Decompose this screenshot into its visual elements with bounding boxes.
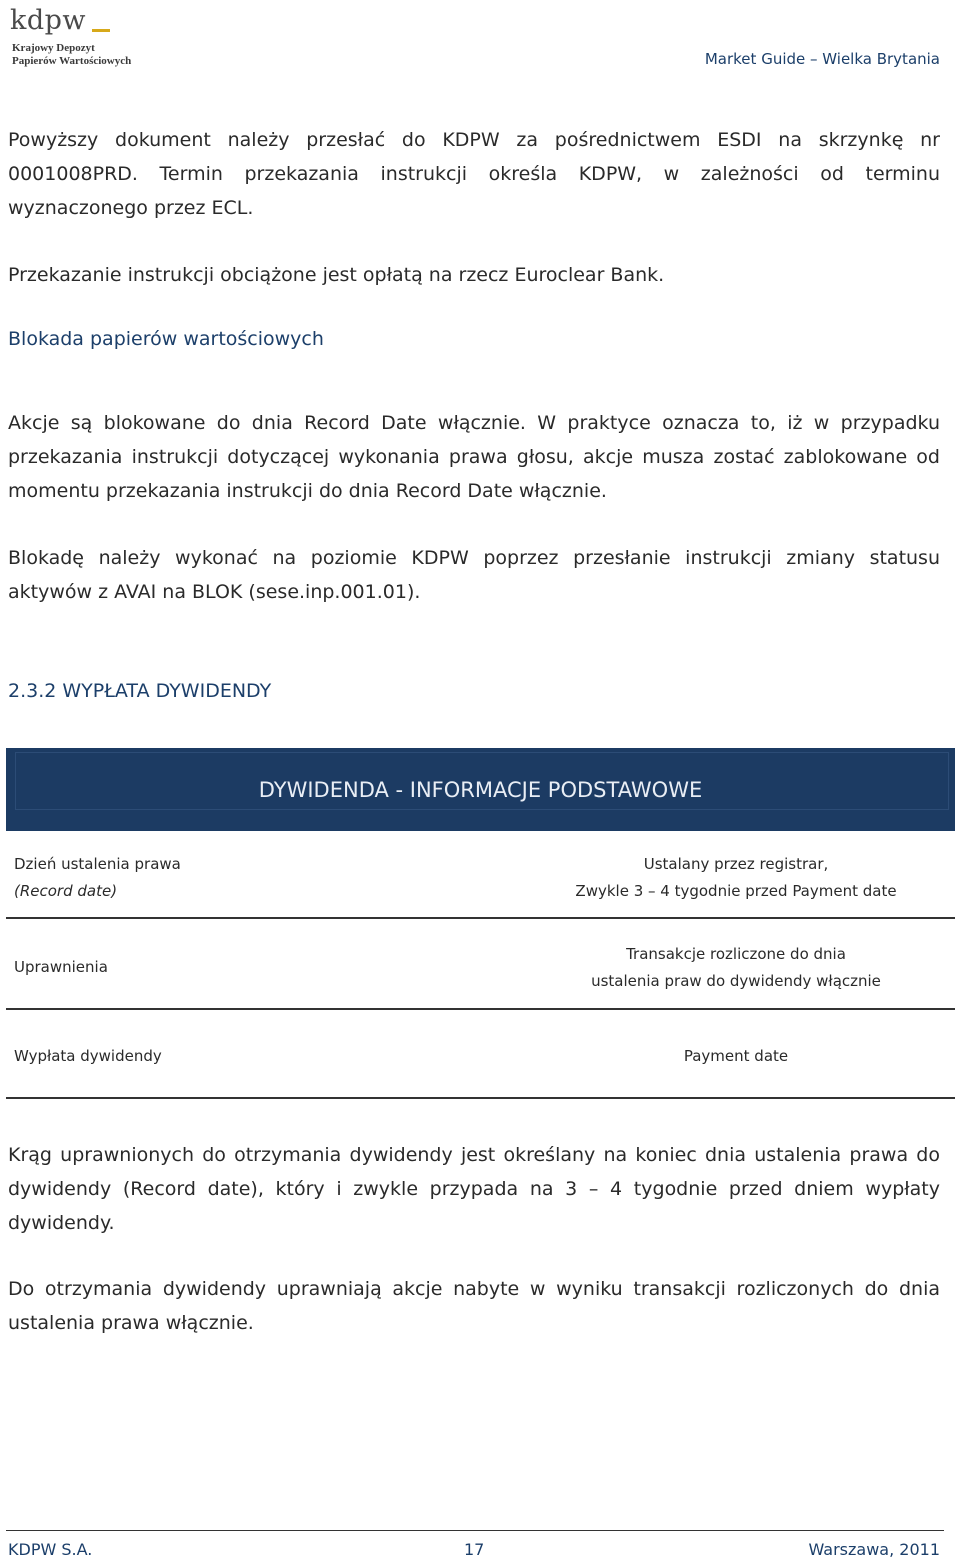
table-row-payment-label bbox=[14, 1043, 162, 1070]
cell-text: Uprawnienia bbox=[14, 958, 108, 976]
table-title: DYWIDENDA - INFORMACJE PODSTAWOWE bbox=[258, 778, 703, 802]
cell-text: Dzień ustalenia prawa bbox=[14, 855, 181, 873]
subheading-securities-blocking: Blokada papierów wartościowych bbox=[8, 328, 324, 350]
logo-subtitle-line1: Krajowy Depozyt bbox=[12, 42, 95, 54]
table-row-divider bbox=[6, 1008, 955, 1010]
table-header bbox=[6, 748, 955, 831]
paragraph-entitlement-circle: Krąg uprawnionych do otrzymania dywidendy jest określany na koniec dnia ustalenia prawa do dywidendy (Record date), który i zwykle przypada na 3 – 4 tygodnie przed dniem wypłaty dywidendy. bbox=[8, 1144, 940, 1234]
paragraph-entitled-shares: Do otrzymania dywidendy uprawniają akcje nabyte w wyniku transakcji rozliczonych do dnia ustalenia prawa włącznie. bbox=[8, 1278, 940, 1334]
kdpw-logo bbox=[10, 6, 150, 70]
table-row-record-date-value bbox=[520, 851, 952, 905]
cell-text: Transakcje rozliczone do dnia bbox=[626, 945, 846, 963]
cell-text: ustalenia praw do dywidendy włącznie bbox=[591, 972, 881, 990]
cell-text: Wypłata dywidendy bbox=[14, 1047, 162, 1065]
section-heading-dividend: 2.3.2 WYPŁATA DYWIDENDY bbox=[8, 680, 272, 702]
table-row-entitlement-value bbox=[520, 941, 952, 995]
cell-text: (Record date) bbox=[14, 882, 118, 900]
guide-title: Market Guide – Wielka Brytania bbox=[704, 50, 940, 68]
table-row-payment-value bbox=[520, 1043, 952, 1070]
table-row-entitlement-label bbox=[14, 954, 108, 981]
table-row-record-date-label bbox=[14, 851, 181, 905]
cell-text: Ustalany przez registrar, bbox=[643, 855, 829, 873]
table-row-divider bbox=[6, 917, 955, 919]
paragraph-record-date-blocking: Akcje są blokowane do dnia Record Date włącznie. W praktyce oznacza to, iż w przypadku przekazania instrukcji dotyczącej wykonania prawa głosu, akcje musza zostać zablokowane od momentu przekazania instrukcji do dnia Record Date włącznie. bbox=[8, 412, 940, 502]
footer-place-date: Warszawa, 2011 bbox=[808, 1540, 940, 1559]
cell-text: Payment date bbox=[683, 1047, 789, 1065]
logo-wordmark: kdpw bbox=[10, 5, 87, 36]
footer-page-number: 17 bbox=[464, 1540, 485, 1559]
footer-divider bbox=[6, 1530, 944, 1531]
table-row-divider bbox=[6, 1097, 955, 1099]
paragraph-block-instruction: Blokadę należy wykonać na poziomie KDPW poprzez przesłanie instrukcji zmiany statusu aktywów z AVAI na BLOK (sese.inp.001.01). bbox=[8, 547, 940, 603]
logo-accent-bar bbox=[92, 29, 110, 32]
logo-subtitle-line2: Papierów Wartościowych bbox=[12, 55, 132, 67]
paragraph-esdi-instructions: Powyższy dokument należy przesłać do KDPW za pośrednictwem ESDI na skrzynkę nr 0001008PRD. Termin przekazania instrukcji określa KDPW, w zależności od terminu wyznaczonego przez ECL. bbox=[8, 129, 940, 219]
paragraph-fee: Przekazanie instrukcji obciążone jest opłatą na rzecz Euroclear Bank. bbox=[8, 264, 665, 286]
cell-text: Zwykle 3 – 4 tygodnie przed Payment date bbox=[575, 882, 897, 900]
footer-company: KDPW S.A. bbox=[8, 1540, 93, 1559]
